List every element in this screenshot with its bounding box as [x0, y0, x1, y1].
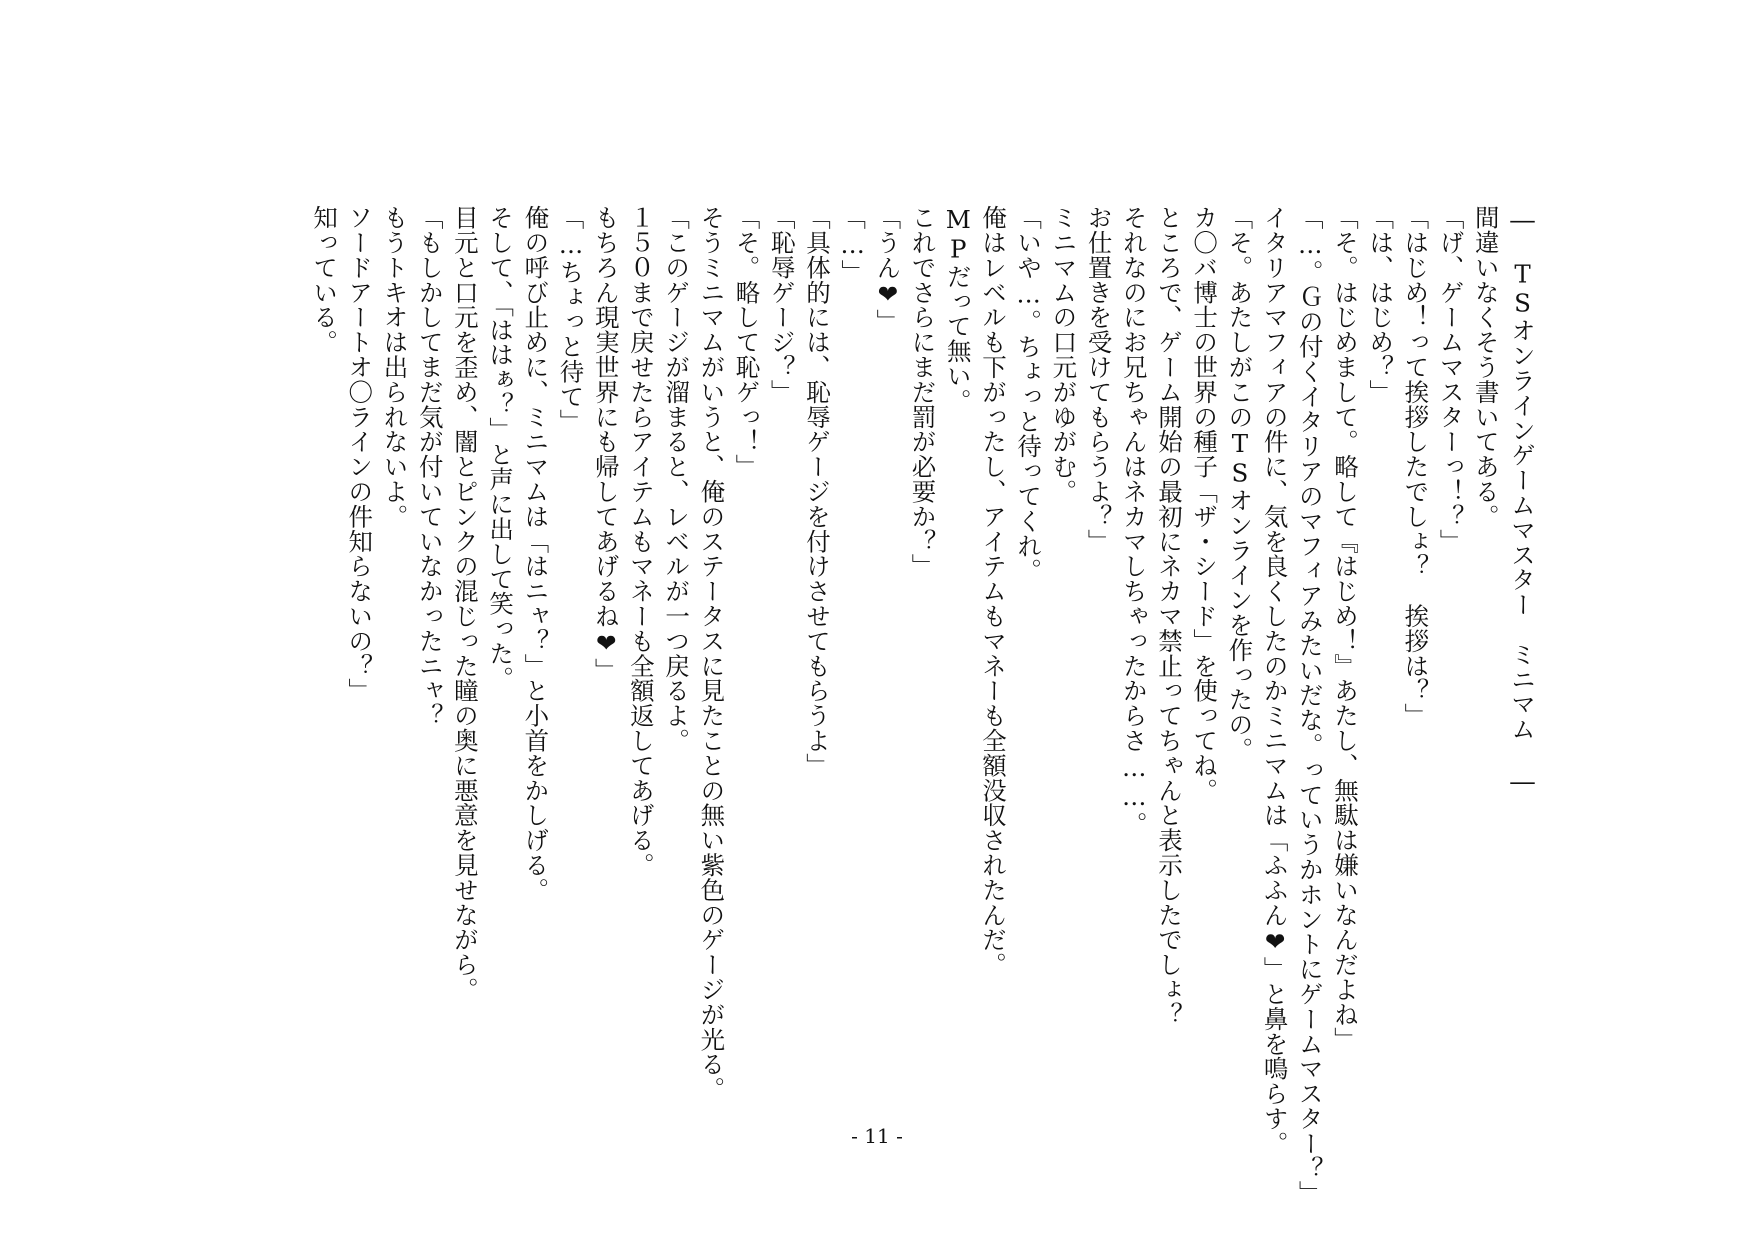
text-line: 知っている。: [310, 205, 340, 355]
text-line: 「具体的には、恥辱ゲージを付けさせてもらうよ」: [802, 205, 832, 778]
text-line: 「恥辱ゲージ？」: [767, 205, 797, 405]
text-line: 「はじめ！って挨拶したでしょ？ 挨拶は？」: [1401, 205, 1431, 728]
text-line: 「うん❤」: [873, 205, 903, 334]
text-line: 「そ。略して恥ゲっ！」: [732, 205, 762, 479]
page-number: - 11 -: [851, 1124, 903, 1148]
text-line: 俺の呼び止めに、ミニマムは「はニャ？」と小首をかしげる。: [521, 205, 551, 903]
section-heading: ― TSオンラインゲームマスター ミニマム ―: [1508, 205, 1537, 796]
text-line: イタリアマフィアの件に、気を良くしたのかミニマムは「ふふん❤」と鼻を鳴らす。: [1260, 205, 1290, 1156]
text-line: 「…」: [838, 205, 868, 285]
text-line: 「このゲージが溜まると、レベルが一つ戻るよ。: [662, 205, 692, 753]
text-line: もちろん現実世界にも帰してあげるね❤」: [591, 205, 621, 683]
text-line: お仕置きを受けてもらうよ？」: [1084, 205, 1114, 554]
text-line: そして、「ははぁ？」と声に出して笑った。: [486, 205, 516, 691]
text-line: 「いや…。ちょっと待ってくれ。: [1014, 205, 1044, 583]
text-line: もうトキオは出られないよ。: [380, 205, 410, 529]
text-line: ところで、ゲーム開始の最初にネカマ禁止ってちゃんと表示したでしょ？: [1154, 205, 1184, 1027]
text-line: ソードアートオ〇ラインの件知らないの？」: [345, 205, 375, 703]
text-line: 「は、はじめ？」: [1366, 205, 1396, 405]
text-line: これでさらにまだ罰が必要か？」: [908, 205, 938, 579]
text-line: 「もしかしてまだ気が付いていなかったニャ？: [415, 205, 445, 728]
text-line: 目元と口元を歪め、闇とピンクの混じった瞳の奥に悪意を見せながら。: [450, 205, 480, 1002]
text-line: それなのにお兄ちゃんはネカマしちゃったからさ……。: [1119, 205, 1149, 837]
text-line: 「…ちょっと待て」: [556, 205, 586, 434]
text-line: カ〇バ博士の世界の種子「ザ・シード」を使ってね。: [1190, 205, 1220, 803]
text-line: 「…。Ｇの付くイタリアのマフィアみたいだな。っていうかホントにゲームマスター？」: [1295, 205, 1325, 1206]
text-line: 俺はレベルも下がったし、アイテムもマネーも全額没収されたんだ。: [978, 205, 1008, 977]
text-line: 「げ、ゲームマスターっ！？」: [1436, 205, 1466, 554]
text-line: ミニマムの口元がゆがむ。: [1049, 205, 1079, 504]
text-line: 「そ。あたしがこのTSオンラインを作ったの。: [1225, 205, 1255, 762]
text-line: MPだって無い。: [943, 205, 973, 414]
text-line: 「そ。はじめまして。略して『はじめ！』あたし、無駄は嫌いなんだよね」: [1330, 205, 1360, 1052]
text-line: 間違いなくそう書いてある。: [1471, 205, 1501, 529]
text-line: １５０まで戻せたらアイテムもマネーも全額返してあげる。: [626, 205, 656, 878]
text-line: そうミニマムがいうと、俺のステータスに見たことの無い紫色のゲージが光る。: [697, 205, 727, 1102]
